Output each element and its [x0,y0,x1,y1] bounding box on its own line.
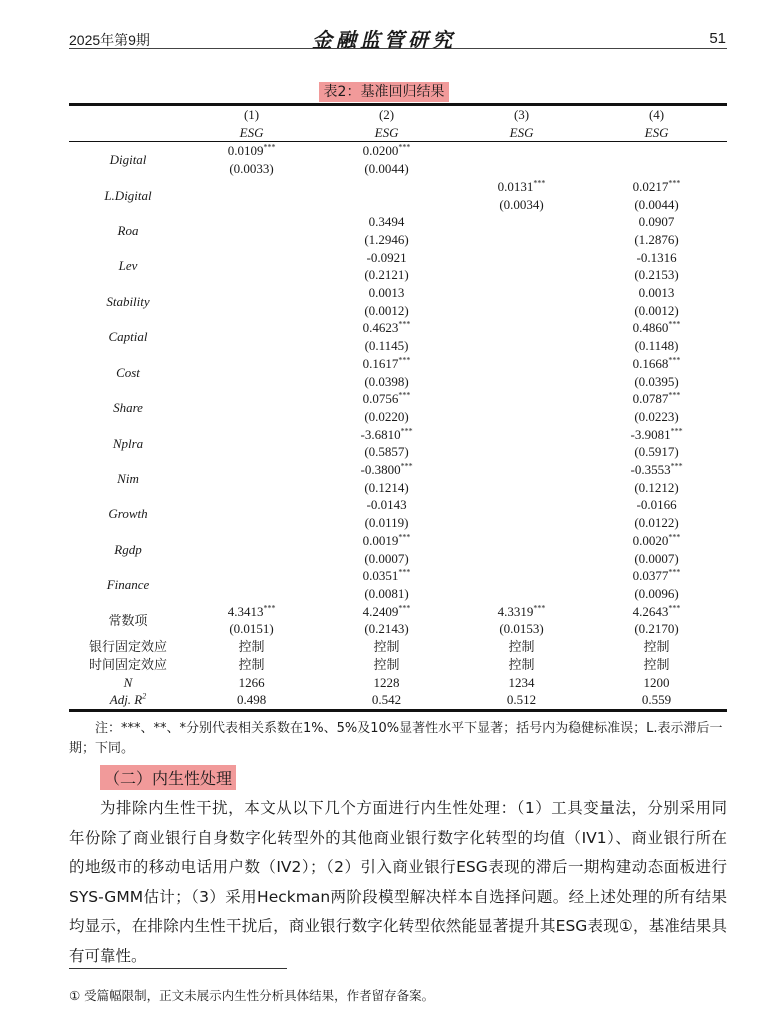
paragraph-line: 年份除了商业银行自身数字化转型外的其他商业银行数字化转型的均值（IV1）、商业银行所在 [69,828,727,847]
standard-error-cell [187,196,316,214]
significance-stars: *** [670,461,683,471]
standard-error-cell: (0.0081) [364,585,409,601]
footnote-rule [69,968,287,969]
standard-error-cell: (0.2143) [364,621,409,637]
significance-stars: *** [263,603,276,613]
significance-stars: *** [398,143,411,153]
significance-stars: *** [400,461,413,471]
issue-label: 2025年第9期 [69,32,150,48]
standard-error-cell: (0.1212) [634,479,679,495]
significance-stars: *** [668,320,681,330]
standard-error-cell: (0.0153) [499,621,544,637]
paragraph-line: 的地级市的移动电话用户数（IV2）；（2）引入商业银行ESG表现的滞后一期构建动态面板进行 [69,858,727,877]
coefficient-cell: 0.0787*** [632,390,681,407]
standard-error-cell: (0.0012) [364,302,409,318]
coefficient-cell [187,355,316,373]
row-label: Adj. $R^2$ [69,691,187,710]
standard-error-cell [187,337,316,355]
standard-error-cell: (0.2153) [634,267,679,283]
value-cell: 控制 [238,639,265,655]
table-row-coef [69,213,727,231]
coefficient-cell: -3.6810*** [360,426,413,442]
coefficient-cell: -0.1316 [636,249,677,265]
standard-error-cell: (0.0395) [634,373,679,389]
variable-label: Growth [108,506,148,522]
dependent-variable: ESG [187,124,316,142]
coefficient-cell: 0.4860*** [632,320,681,336]
standard-error-cell: (0.0033) [229,161,274,177]
paragraph-line: 均显示，在排除内生性干扰后，商业银行数字化转型依然能显著提升其ESG表现①，基准结果具 [69,917,727,936]
table-row-coef [69,319,727,337]
dependent-variable: ESG [457,124,586,142]
column-number: (4) [586,105,727,124]
coefficient-cell [187,532,316,550]
table-row-coef [69,142,727,160]
coefficient-cell [457,390,586,408]
standard-error-cell [457,443,586,461]
column-number: (1) [187,105,316,124]
standard-error-cell: (0.5917) [634,444,679,460]
coefficient-cell: -3.9081*** [630,426,683,442]
table-row-coef [69,390,727,408]
standard-error-cell [457,337,586,355]
coefficient-cell [457,142,586,160]
standard-error-cell [457,302,586,320]
standard-error-cell [187,514,316,532]
significance-stars: *** [398,532,411,542]
header-row-numbers [69,105,727,124]
coefficient-cell [457,567,586,585]
coefficient-cell [457,213,586,231]
standard-error-cell [457,408,586,426]
standard-error-cell [187,302,316,320]
significance-stars: *** [398,567,411,577]
value-cell: 控制 [373,656,400,672]
value-cell: 0.542 [316,691,457,710]
coefficient-cell: 0.0200*** [362,143,411,159]
standard-error-cell: (0.0398) [364,373,409,389]
significance-stars: *** [533,603,546,613]
significance-stars: *** [668,390,681,400]
page-number: 51 [709,30,726,47]
coefficient-cell: 0.0907 [638,214,675,230]
significance-stars: *** [668,355,681,365]
standard-error-cell: (0.0223) [634,408,679,424]
standard-error-cell [457,231,586,249]
column-number: (3) [457,105,586,124]
standard-error-cell: (0.1145) [364,338,409,354]
standard-error-cell [187,585,316,603]
row-label: 时间固定效应 [88,656,167,672]
significance-stars: *** [668,603,681,613]
standard-error-cell [586,160,727,178]
dependent-variable: ESG [316,124,457,142]
coefficient-cell: 0.0217*** [632,178,681,194]
significance-stars: *** [670,426,683,436]
body-paragraph [69,794,727,972]
coefficient-cell [457,249,586,267]
coefficient-cell [187,426,316,444]
coefficient-cell [316,178,457,196]
variable-label: Nim [117,470,139,486]
table-row-coef [69,355,727,373]
standard-error-cell: (0.2170) [634,621,679,637]
standard-error-cell: (0.0119) [364,515,409,531]
coefficient-cell [187,213,316,231]
variable-label: Nplra [112,435,144,451]
coefficient-cell [457,355,586,373]
coefficient-cell: 0.0013 [638,285,675,301]
coefficient-cell: 0.1668*** [632,355,681,371]
standard-error-cell [316,196,457,214]
value-cell: 0.498 [187,691,316,710]
header-rule [69,48,727,49]
standard-error-cell [457,585,586,603]
standard-error-cell: (0.0034) [499,196,544,212]
column-number: (2) [316,105,457,124]
journal-logo: 金融监管研究 [312,30,456,52]
variable-label: L.Digital [104,187,152,203]
coefficient-cell: 0.0013 [368,285,405,301]
table-row [69,691,727,710]
significance-stars: *** [398,390,411,400]
table-row-coef [69,249,727,267]
standard-error-cell: (0.0096) [634,585,679,601]
coefficient-cell [457,461,586,479]
coefficient-cell: 4.2409*** [362,603,411,619]
variable-label: Lev [118,258,138,274]
coefficient-cell: 4.3319*** [497,603,546,619]
variable-label: Digital [109,152,147,168]
significance-stars: *** [668,532,681,542]
standard-error-cell: (0.0012) [634,302,679,318]
coefficient-cell: 0.0109*** [227,143,276,159]
value-cell: 0.512 [457,691,586,710]
coefficient-cell: 0.4623*** [362,320,411,336]
significance-stars: *** [398,320,411,330]
coefficient-cell [187,496,316,514]
coefficient-cell: -0.0921 [366,249,407,265]
significance-stars: *** [398,603,411,613]
section-heading: （二）内生性处理 [100,765,236,790]
value-cell: 控制 [643,639,670,655]
value-cell: 控制 [643,656,670,672]
variable-label: 常数项 [108,612,148,628]
standard-error-cell: (0.0007) [364,550,409,566]
table-row-coef [69,461,727,479]
paragraph-line: SYS-GMM估计；（3）采用Heckman两阶段模型解决样本自选择问题。经上述处理的所有结果 [69,887,727,906]
standard-error-cell: (1.2946) [364,231,409,247]
coefficient-cell [187,567,316,585]
standard-error-cell: (0.0220) [364,408,409,424]
coefficient-cell [457,319,586,337]
value-cell: 1200 [643,674,670,690]
footnote: ① 受篇幅限制，正文未展示内生性分析具体结果，作者留存备案。 [69,988,435,1003]
value-cell: 控制 [508,656,535,672]
standard-error-cell: (0.1214) [364,479,409,495]
table-row-coef [69,567,727,585]
standard-error-cell [187,266,316,284]
dependent-variable: ESG [586,124,727,142]
coefficient-cell: -0.3800*** [360,461,413,478]
coefficient-cell [187,461,316,479]
variable-label: Roa [117,223,139,239]
variable-label: Finance [106,577,150,593]
coefficient-cell [187,390,316,408]
table-row [69,674,727,692]
standard-error-cell [187,443,316,461]
variable-label: Cost [116,364,140,380]
row-label: 银行固定效应 [88,639,167,655]
standard-error-cell [457,373,586,391]
table-row-coef [69,603,727,621]
standard-error-cell [457,479,586,497]
standard-error-cell: (0.5857) [364,444,409,460]
value-cell: 1266 [238,674,265,690]
standard-error-cell: (0.2121) [364,267,409,283]
value-cell: 0.559 [586,691,727,710]
paragraph-line: 有可靠性。 [69,946,147,965]
variable-label: Rgdp [114,541,142,557]
standard-error-cell: (0.0122) [634,515,679,531]
coefficient-cell: 0.0019*** [362,532,411,548]
value-cell: 1228 [373,674,400,690]
significance-stars: *** [398,355,411,365]
value-cell: 控制 [373,639,400,655]
coefficient-cell: 4.3413*** [227,603,276,619]
table-row-coef [69,178,727,196]
coefficient-cell: -0.0166 [636,497,677,513]
significance-stars: *** [668,178,681,188]
coefficient-cell: 0.0756*** [362,390,411,407]
variable-label: Stability [106,293,150,309]
standard-error-cell [187,408,316,426]
standard-error-cell [457,550,586,568]
standard-error-cell [187,373,316,391]
coefficient-cell: -0.0143 [366,497,407,513]
table-row-coef [69,496,727,514]
coefficient-cell: 4.2643*** [632,603,681,619]
standard-error-cell [187,479,316,497]
header-row-dependent [69,124,727,142]
table-note: 注：***、**、*分别代表相关系数在1%、5%及10%显著性水平下显著；括号内为稳健标准误；L.表示滞后一期；下同。 [69,721,723,756]
significance-stars: *** [263,143,276,153]
value-cell: 1234 [508,674,535,690]
coefficient-cell [457,532,586,550]
paragraph-line: 为排除内生性干扰，本文从以下几个方面进行内生性处理：（1）工具变量法，分别采用同 [100,799,727,817]
coefficient-cell: 0.1617*** [362,355,411,371]
coefficient-cell [187,319,316,337]
regression-table [69,103,727,712]
standard-error-cell [457,514,586,532]
standard-error-cell: (0.0044) [364,161,409,177]
value-cell: 控制 [508,639,535,655]
table-row-coef [69,426,727,444]
table-title: 表2：基准回归结果 [0,81,768,101]
value-cell: 控制 [238,656,265,672]
coefficient-cell: -0.3553*** [630,461,683,478]
standard-error-cell [187,550,316,568]
significance-stars: *** [533,178,546,188]
coefficient-cell: 0.3494 [368,214,405,230]
standard-error-cell: (0.0007) [634,550,679,566]
coefficient-cell: 0.0377*** [632,567,681,584]
row-label: N [123,674,133,690]
variable-label: Captial [108,329,148,345]
standard-error-cell: (0.0151) [229,621,274,637]
standard-error-cell [457,266,586,284]
coefficient-cell [457,284,586,302]
table-row-coef [69,284,727,302]
standard-error-cell [187,231,316,249]
standard-error-cell: (0.0044) [634,196,679,212]
coefficient-cell [187,178,316,196]
coefficient-cell [457,496,586,514]
coefficient-cell [457,426,586,444]
standard-error-cell: (0.1148) [634,338,679,354]
variable-label: Share [113,400,143,416]
table-row [69,638,727,656]
standard-error-cell: (1.2876) [634,231,679,247]
significance-stars: *** [400,426,413,436]
table-row-coef [69,532,727,550]
standard-error-cell [457,160,586,178]
coefficient-cell [187,249,316,267]
coefficient-cell [586,142,727,160]
coefficient-cell: 0.0351*** [362,567,411,584]
coefficient-cell: 0.0020*** [632,532,681,548]
table-row [69,656,727,674]
coefficient-cell: 0.0131*** [497,178,546,194]
significance-stars: *** [668,567,681,577]
coefficient-cell [187,284,316,302]
